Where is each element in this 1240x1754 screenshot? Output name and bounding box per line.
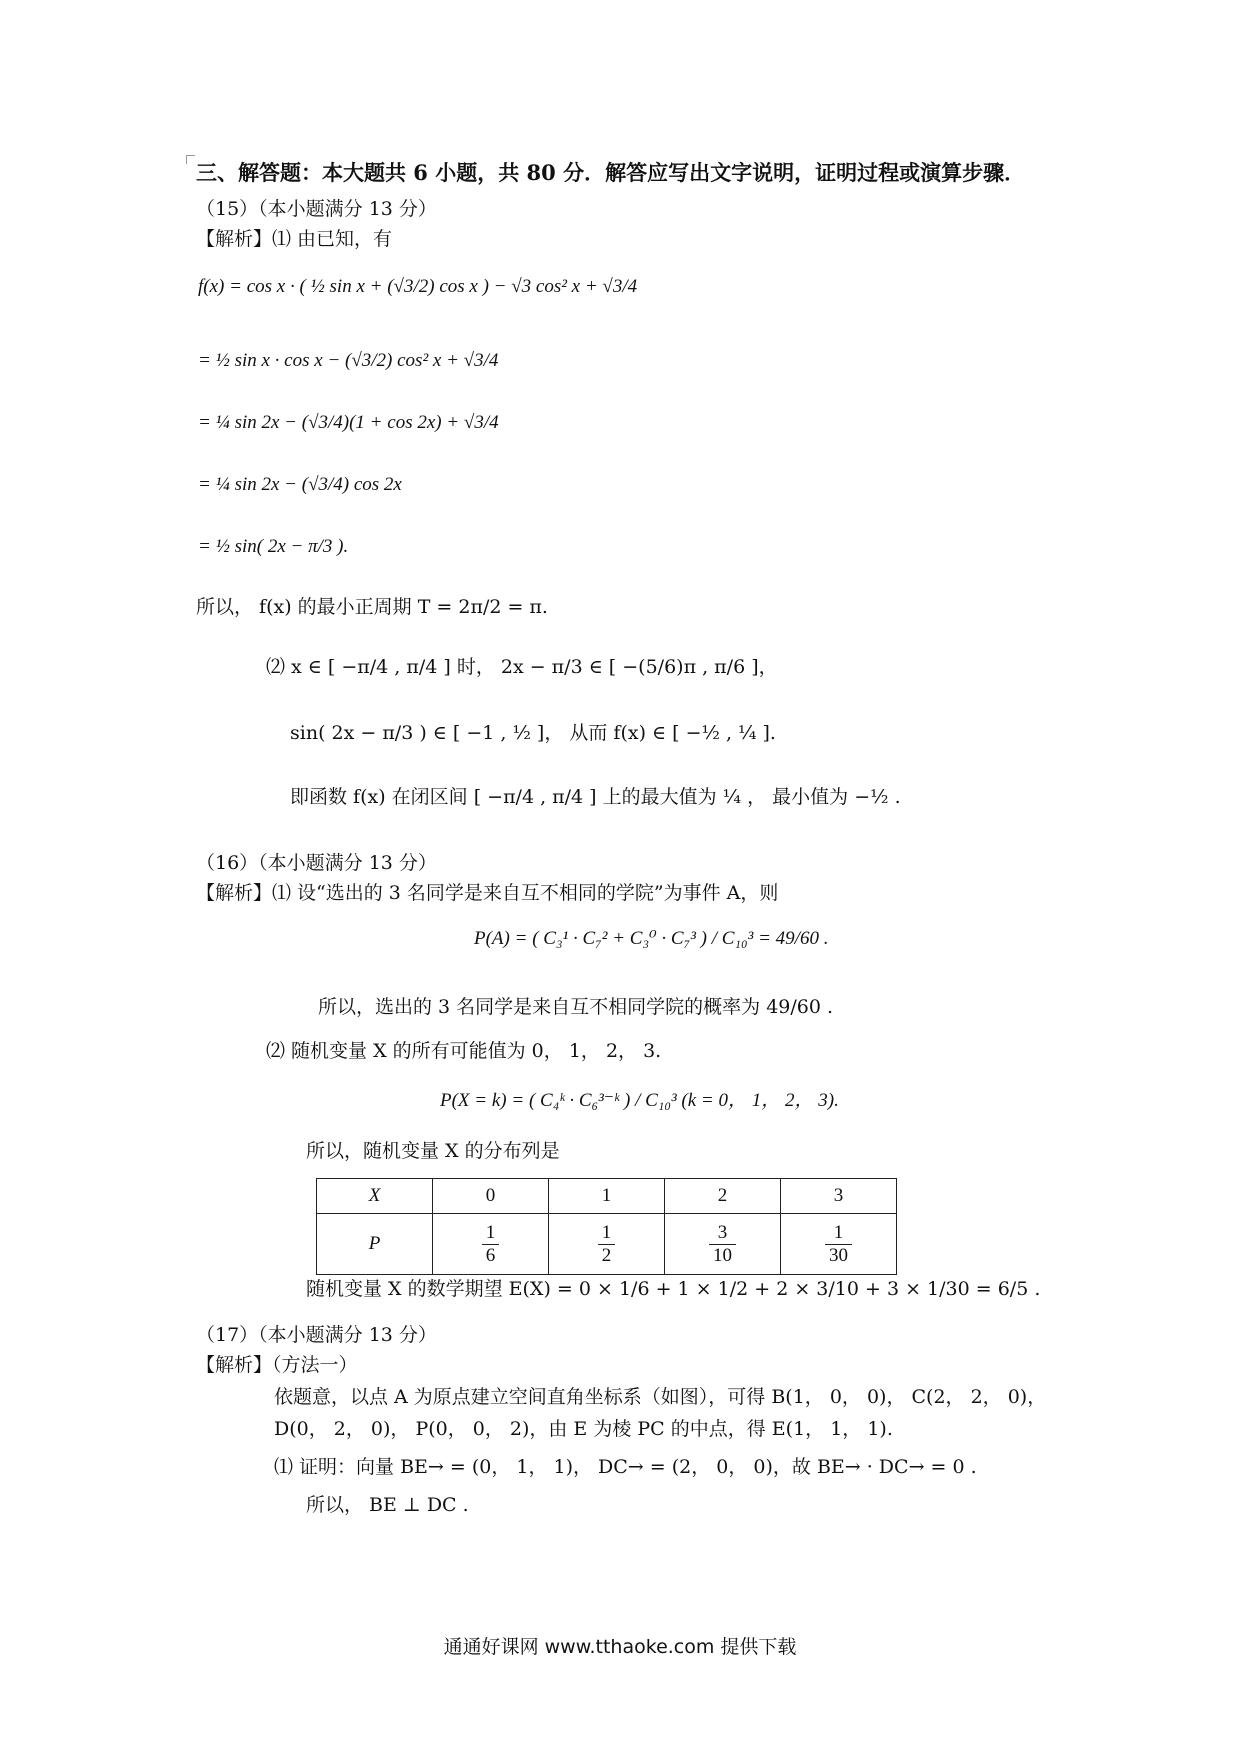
q17-title: （17）（本小题满分 13 分） xyxy=(196,1324,437,1346)
q16-intro: 【解析】⑴ 设“选出的 3 名同学是来自互不相同的学院”为事件 A，则 xyxy=(196,882,779,904)
fraction-numerator: 1 xyxy=(482,1222,500,1245)
fraction-numerator: 1 xyxy=(825,1222,852,1245)
fraction xyxy=(598,1222,616,1267)
table-cell: 2 xyxy=(665,1179,781,1214)
q16-pa: P(A) = ( C₃¹ · C₇² + C₃⁰ · C₇³ ) / C₁₀³ = 49/60 . xyxy=(474,928,829,949)
table-cell: 0 xyxy=(433,1179,549,1214)
fraction xyxy=(482,1222,500,1267)
footer-source: 通通好课网 www.tthaoke.com 提供下载 xyxy=(443,1636,797,1658)
table-cell: 3 xyxy=(781,1179,897,1214)
distribution-table xyxy=(316,1178,897,1275)
q16-title: （16）（本小题满分 13 分） xyxy=(196,852,437,874)
table-cell xyxy=(781,1214,897,1275)
fraction-denominator: 2 xyxy=(601,1244,612,1266)
q15-part2-a: ⑵ x ∈ [ −π/4 , π/4 ] 时， 2x − π/3 ∈ [ −(5/6)π , π/6 ]， xyxy=(266,656,778,678)
q16-part2-intro: ⑵ 随机变量 X 的所有可能值为 0， 1， 2， 3. xyxy=(266,1040,662,1062)
q15-part2-c: 即函数 f(x) 在闭区间 [ −π/4 , π/4 ] 上的最大值为 ¼ ， 最小值为 −½ . xyxy=(290,786,901,808)
q15-eq1: f(x) = cos x · ( ½ sin x + (√3/2) cos x ) − √3 cos² x + √3/4 xyxy=(198,276,638,297)
q15-eq5: = ½ sin( 2x − π/3 ). xyxy=(198,536,349,557)
table-cell: X xyxy=(317,1179,433,1214)
table-cell xyxy=(549,1214,665,1275)
fraction-denominator: 6 xyxy=(485,1244,496,1266)
q15-title: （15）（本小题满分 13 分） xyxy=(196,198,437,220)
fraction xyxy=(709,1222,736,1267)
q17-setup1: 依题意，以点 A 为原点建立空间直角坐标系（如图），可得 B(1， 0， 0)， C(2， 2， 0)， xyxy=(274,1386,1047,1408)
q15-eq4: = ¼ sin 2x − (√3/4) cos 2x xyxy=(198,474,402,495)
q16-expectation: 随机变量 X 的数学期望 E(X) = 0 × 1/6 + 1 × 1/2 + 2 × 3/10 + 3 × 1/30 = 6/5 . xyxy=(306,1278,1041,1300)
table-cell: P xyxy=(317,1214,433,1275)
table-row xyxy=(317,1214,897,1275)
q16-pxk: P(X = k) = ( C₄ᵏ · C₆³⁻ᵏ ) / C₁₀³ (k = 0， 1， 2， 3). xyxy=(440,1090,839,1111)
q15-eq3: = ¼ sin 2x − (√3/4)(1 + cos 2x) + √3/4 xyxy=(198,412,499,433)
q15-part2-b: sin( 2x − π/3 ) ∈ [ −1 , ½ ]， 从而 f(x) ∈ [ −½ , ¼ ]. xyxy=(290,722,776,744)
q15-intro: 【解析】⑴ 由已知，有 xyxy=(196,228,393,250)
q15-eq2: = ½ sin x · cos x − (√3/2) cos² x + √3/4 xyxy=(198,350,499,371)
q17-setup2: D(0， 2， 0)， P(0， 0， 2)，由 E 为棱 PC 的中点，得 E(1， 1， 1). xyxy=(274,1418,893,1440)
table-cell: 1 xyxy=(549,1179,665,1214)
fraction-numerator: 3 xyxy=(709,1222,736,1245)
q17-proof2: 所以， BE ⊥ DC . xyxy=(306,1494,469,1516)
table-row xyxy=(317,1179,897,1214)
q17-proof1: ⑴ 证明：向量 BE→ = (0， 1， 1)， DC→ = (2， 0， 0)，故 BE→ · DC→ = 0 . xyxy=(274,1456,977,1478)
q16-dist-intro: 所以，随机变量 X 的分布列是 xyxy=(306,1140,560,1162)
corner-mark xyxy=(186,155,195,164)
section-heading: 三、解答题：本大题共 6 小题，共 80 分．解答应写出文字说明，证明过程或演算步骤． xyxy=(196,160,1026,185)
fraction-numerator: 1 xyxy=(598,1222,616,1245)
fraction-denominator: 10 xyxy=(713,1244,732,1266)
q16-conclusion: 所以，选出的 3 名同学是来自互不相同学院的概率为 49/60 . xyxy=(318,996,834,1018)
fraction xyxy=(825,1222,852,1267)
q15-period: 所以， f(x) 的最小正周期 T = 2π/2 = π. xyxy=(196,596,548,618)
table-cell xyxy=(433,1214,549,1275)
table-cell xyxy=(665,1214,781,1275)
fraction-denominator: 30 xyxy=(829,1244,848,1266)
q17-intro: 【解析】（方法一） xyxy=(196,1354,358,1376)
